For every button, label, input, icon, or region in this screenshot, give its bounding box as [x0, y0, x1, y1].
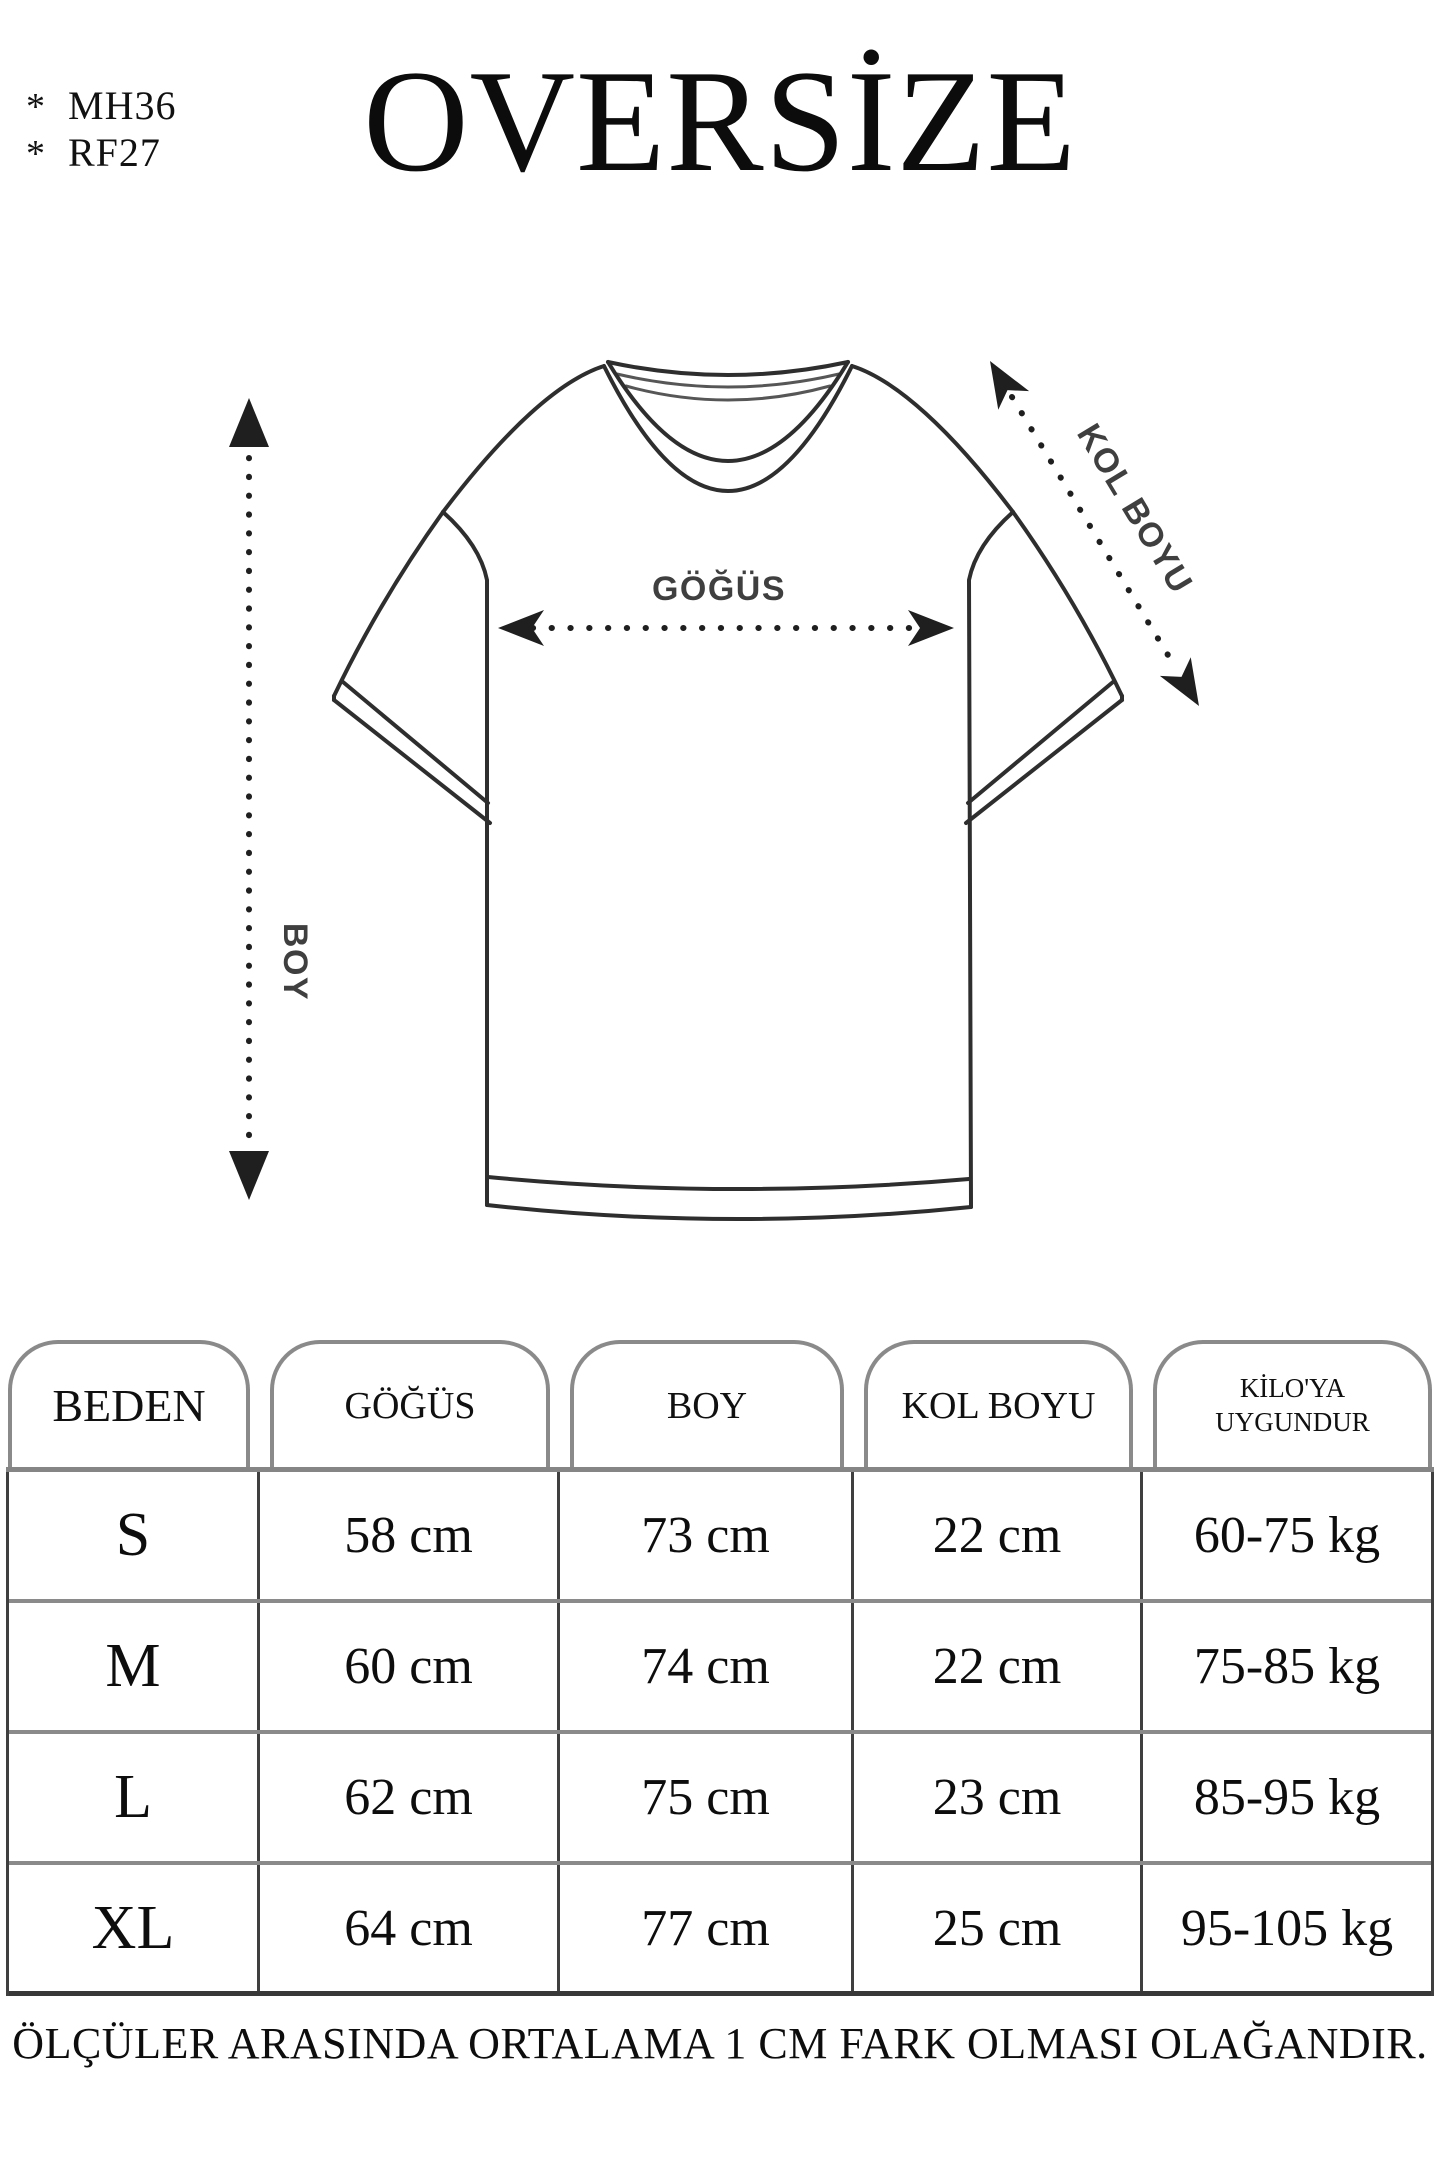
table-cell: 73 cm [560, 1472, 854, 1599]
table-cell: 60-75 kg [1193, 1507, 1381, 1564]
chest-label: GÖĞÜS [651, 570, 787, 608]
table-header-cell [1153, 1340, 1432, 1467]
arrow-left-icon [498, 610, 544, 646]
table-cell: 75 cm [560, 1734, 854, 1861]
size-label-cell: M [9, 1603, 260, 1730]
table-cell: 22 cm [854, 1472, 1143, 1599]
table-cell: 77 cm [560, 1865, 854, 1991]
page-title: OVERSİZE [363, 40, 1077, 202]
size-table [6, 1340, 1434, 1996]
table-header-label: GÖĞÜS [344, 1384, 476, 1427]
product-code: RF27 [68, 130, 161, 175]
table-row [9, 1472, 1431, 1603]
table-row [9, 1734, 1431, 1865]
arrow-down-right-icon [1160, 657, 1215, 715]
table-header-cell [570, 1340, 844, 1467]
table-header-label: BEDEN [52, 1380, 206, 1431]
table-header-cell [864, 1340, 1133, 1467]
table-header-cell [270, 1340, 550, 1467]
size-label-cell: XL [9, 1865, 260, 1991]
table-cell: 58 cm [260, 1472, 560, 1599]
product-code: MH36 [68, 83, 177, 128]
table-cell: 62 cm [260, 1734, 560, 1861]
arrow-down-icon [229, 1151, 269, 1200]
table-cell: 25 cm [854, 1865, 1143, 1991]
tshirt-drawing [334, 362, 1122, 1219]
table-cell: 60 cm [260, 1603, 560, 1730]
asterisk-icon: * [26, 133, 45, 175]
table-cell: 23 cm [854, 1734, 1143, 1861]
table-cell: 64 cm [260, 1865, 560, 1991]
sleeve-arrow [975, 352, 1215, 716]
table-header-label: KOL BOYU [901, 1384, 1096, 1427]
table-cell: 95-105 kg [1180, 1899, 1394, 1957]
table-header-row [6, 1340, 1434, 1472]
table-row [9, 1865, 1431, 1996]
size-label-cell: L [9, 1734, 260, 1861]
table-header-label: BOY [666, 1384, 748, 1427]
size-diagram [0, 240, 1440, 1340]
size-label-cell: S [9, 1472, 260, 1599]
length-arrow [229, 398, 269, 1200]
table-cell: 22 cm [854, 1603, 1143, 1730]
length-label: BOY [276, 922, 315, 1002]
table-header-cell [8, 1340, 250, 1467]
asterisk-icon: * [26, 86, 45, 128]
sleeve-label: KOL BOYU [1069, 417, 1201, 601]
table-cell: 75-85 kg [1193, 1638, 1381, 1695]
chest-arrow [498, 610, 954, 646]
table-row [9, 1603, 1431, 1734]
arrow-up-left-icon [975, 352, 1030, 410]
table-header-label: KİLO'YA UYGUNDUR [1215, 1372, 1370, 1437]
table-cell: 85-95 kg [1193, 1769, 1381, 1826]
arrow-up-icon [229, 398, 269, 447]
table-cell: 74 cm [560, 1603, 854, 1730]
footnote: ÖLÇÜLER ARASINDA ORTALAMA 1 CM FARK OLMASI OLAĞANDIR. [12, 2019, 1428, 2068]
arrow-right-icon [908, 610, 954, 646]
table-body [6, 1472, 1434, 1996]
